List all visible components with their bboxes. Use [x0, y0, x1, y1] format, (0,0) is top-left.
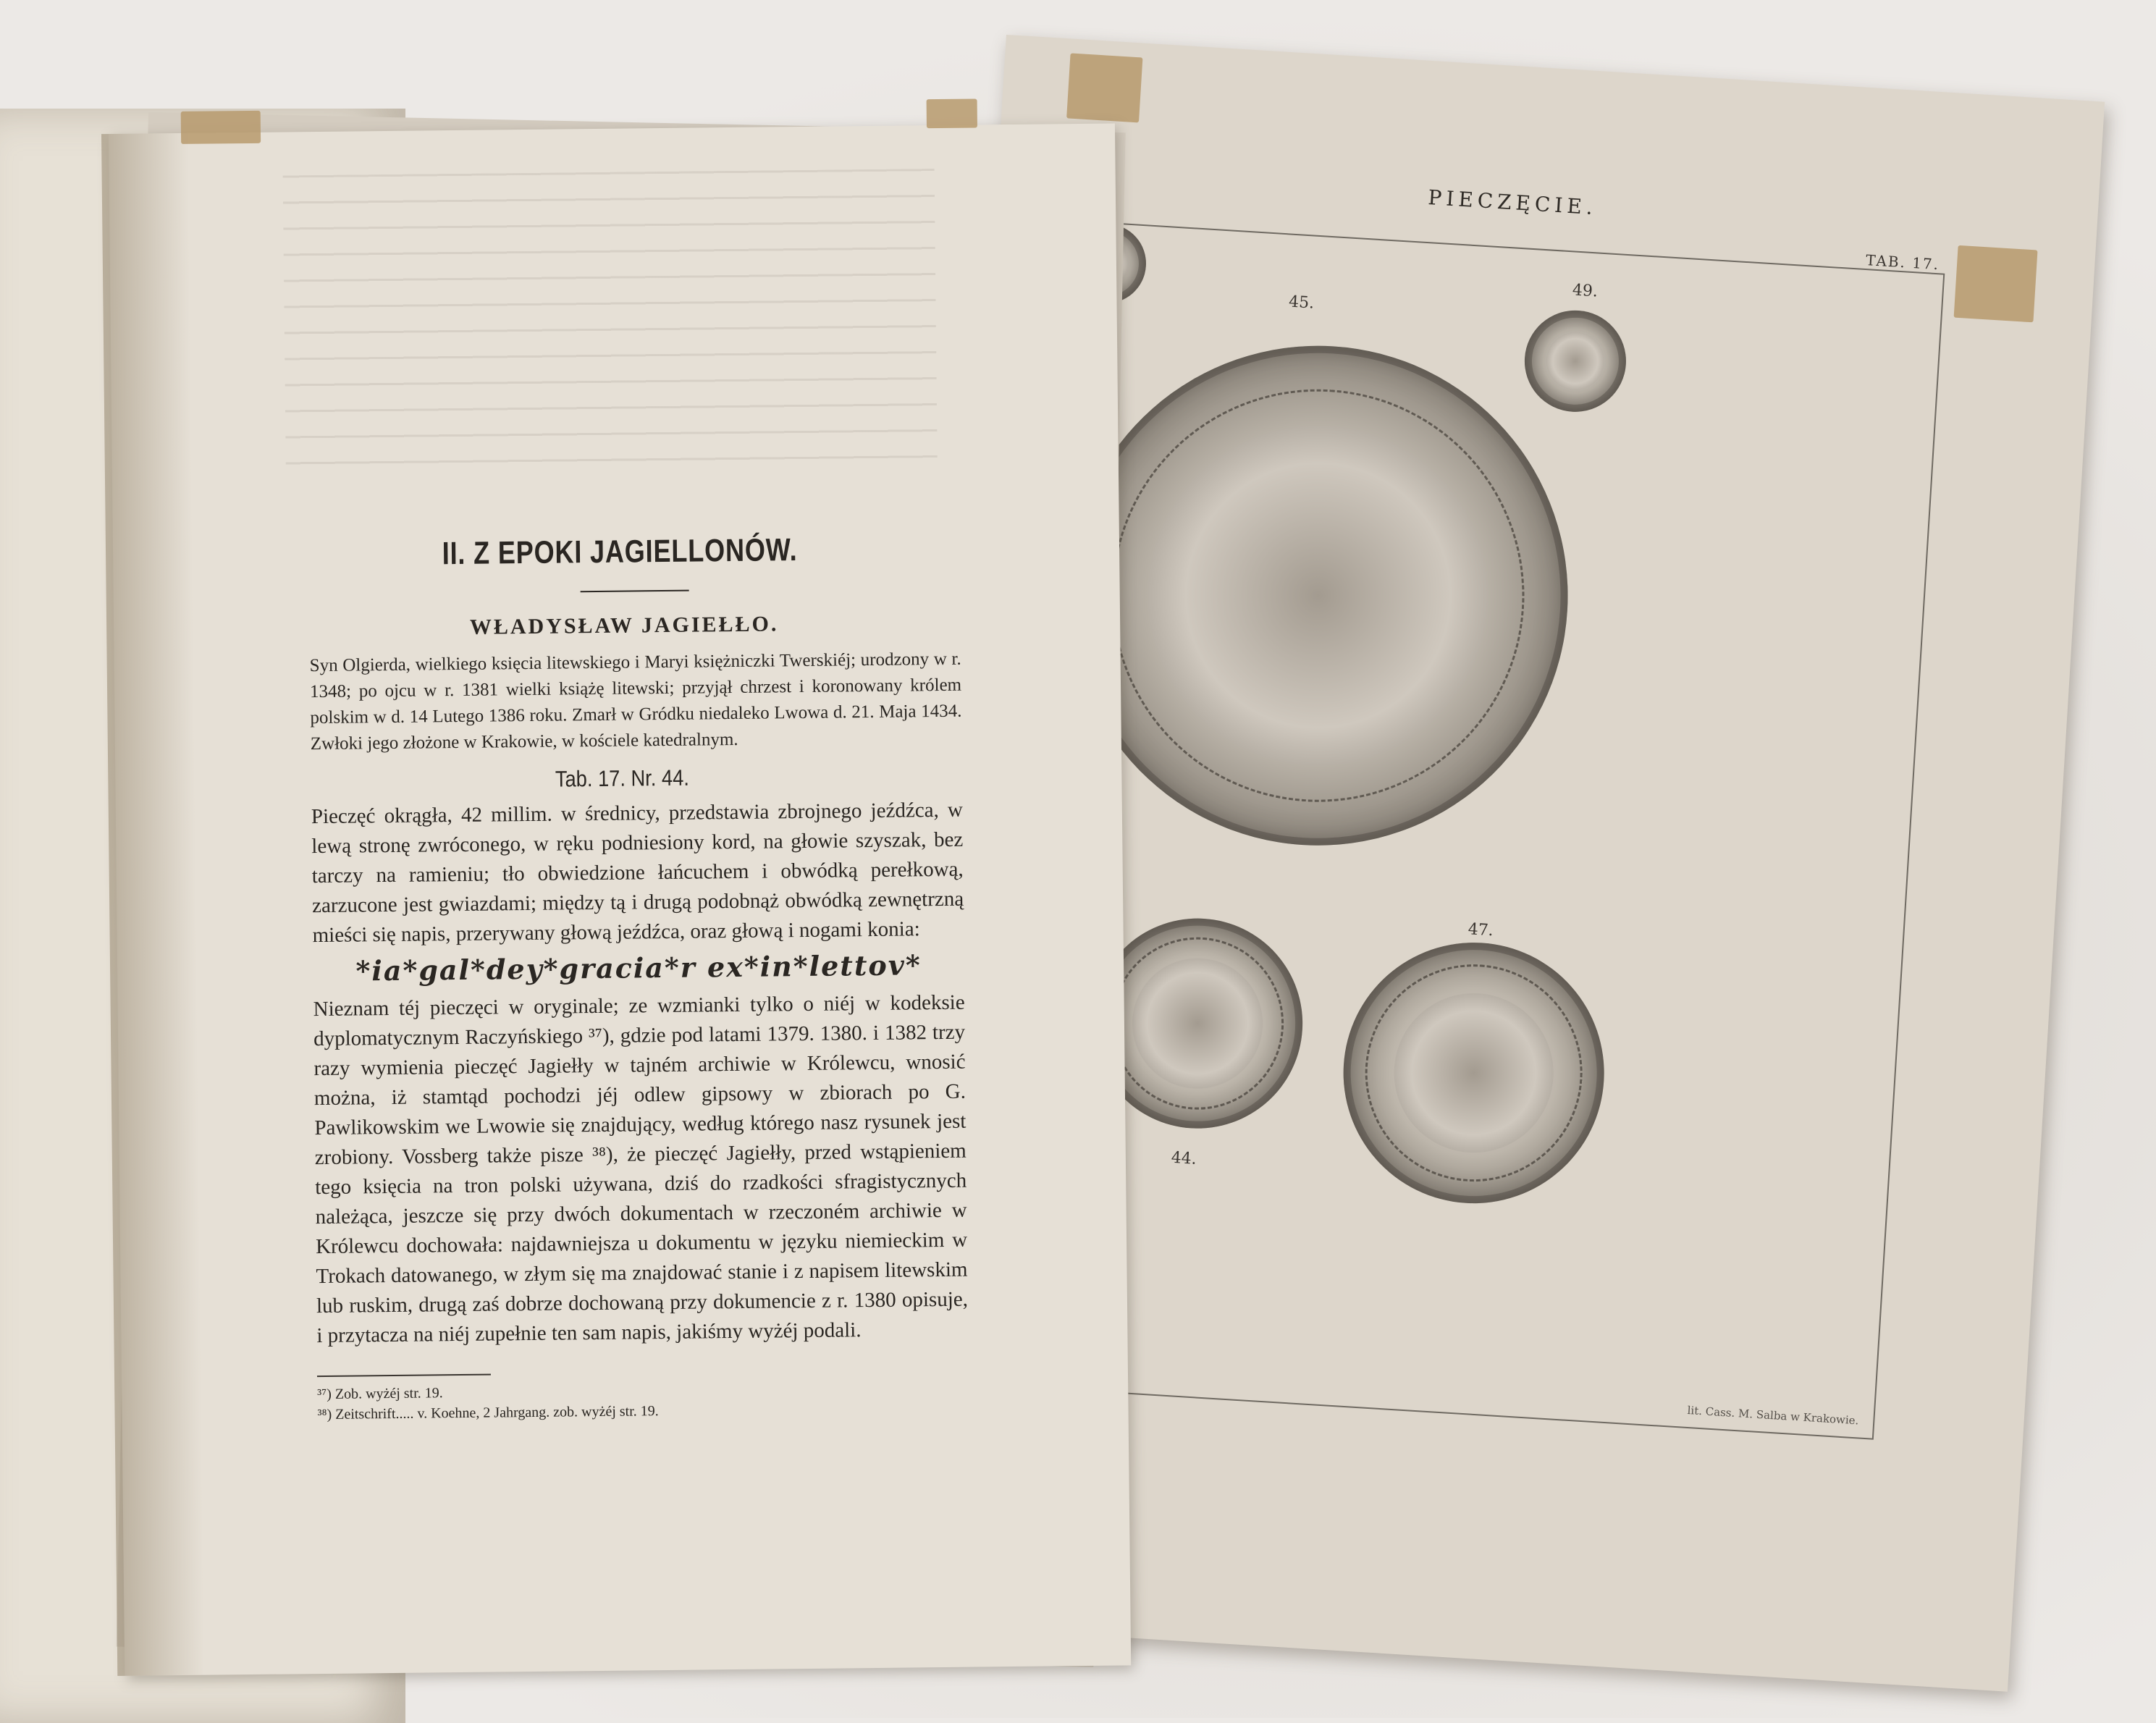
tape-strip	[181, 111, 261, 144]
book-page	[109, 123, 1131, 1675]
tab-reference: Tab. 17. Nr. 44.	[555, 764, 690, 792]
seal-47-image	[1336, 935, 1612, 1210]
tape-strip	[1954, 245, 2038, 323]
text-column	[308, 531, 969, 1425]
plate-credit: lit. Cass. M. Salba w Krakowie.	[1687, 1403, 1859, 1428]
description-paragraph: Pieczęć okrągła, 42 millim. w średnicy, przedstawia zbrojnego jeźdźca, w lewą stronę zwróconego, w ręku podniesiony kord, na głowie szyszak, bez tarczy na ramieniu; tło obwiedzione łańcuchem i obwódką perełkową, zarzucone jest gwiazdami; między tą i drugą podobnąż obwódką zewnętrzną mieści się napis, przerywany głową jeźdźca, oraz głową i nogami konia:	[311, 798, 964, 948]
seal-number-44: 44.	[1170, 1148, 1197, 1168]
plate-tab-label: TAB. 17.	[1865, 251, 1940, 274]
plate-title: PIECZĘCIE.	[1427, 185, 1598, 220]
seal-45-image	[1053, 331, 1583, 860]
section-heading: WŁADYSŁAW JAGIEŁŁO.	[469, 612, 779, 639]
seal-inscription: *ia*gal*dey*gracia*r ex*in*lettov*	[355, 948, 922, 987]
commentary-paragraph: Nieznam téj pieczęci w oryginale; ze wzmianki tylko o niéj w kodeksie dyplomatycznym Raczyńskiego ³⁷), gdzie pod latami 1379. 1380. i 1382 trzy razy wymienia pieczęć Jagiełły w tajném archiwie w Królewcu, wnosić można, iż stamtąd pochodzi jéj odlew gipsowy w zbiorach po G. Pawlikowskim we Lwowie się znajdujący, według którego nasz rysunek jest zrobiony. Vossberg także pisze ³⁸), że pieczęć Jagiełły, przed wstąpieniem tego księcia na tron polski używana, dziś do rzadkości sfragistycznych należąca, jeszcze się przy dwóch dokumentach w rzeczoném archiwie w Królewcu dochowała: najdawniejsza u dokumentu w języku niemieckim w Trokach datowanego, w złym się ma znajdować stanie i z napisem litewskim lub ruskim, drugą zaś dobrze dochowaną przy dokumencie z r. 1380 opisuje, i przytacza na niéj zupełnie ten sam napis, jakiśmy wyżéj podali.	[313, 990, 969, 1348]
seal-number-47: 47.	[1467, 920, 1494, 940]
seal-number-49: 49.	[1572, 281, 1599, 301]
tape-strip	[927, 98, 977, 128]
chapter-title: II. Z EPOKI JAGIELLONÓW.	[442, 532, 798, 572]
plate-frame	[1003, 185, 1945, 1439]
intro-paragraph: Syn Olgierda, wielkiego księcia litewskiego i Maryi księżniczki Twerskiéj; urodzony w r. 1348; po ojcu w r. 1381 wielki książę litewski; przyjął chrzest i koronowany królem polskim w d. 14 Lutego 1386 roku. Zmarł w Gródku niedaleko Lwowa d. 21. Maja 1434. Zwłoki jego złożone w Krakowie, w kościele katedralnym.	[309, 649, 962, 754]
footnote-38: ³⁸) Zeitschrift..... v. Koehne, 2 Jahrgang. zob. wyżéj str. 19.	[317, 1403, 659, 1423]
seal-49-image	[1522, 308, 1629, 415]
tape-strip	[1066, 53, 1142, 122]
footnote-rule	[317, 1374, 491, 1378]
title-rule	[581, 590, 689, 593]
footnote-37: ³⁷) Zob. wyżéj str. 19.	[317, 1385, 443, 1403]
seal-number-45: 45.	[1288, 292, 1315, 313]
